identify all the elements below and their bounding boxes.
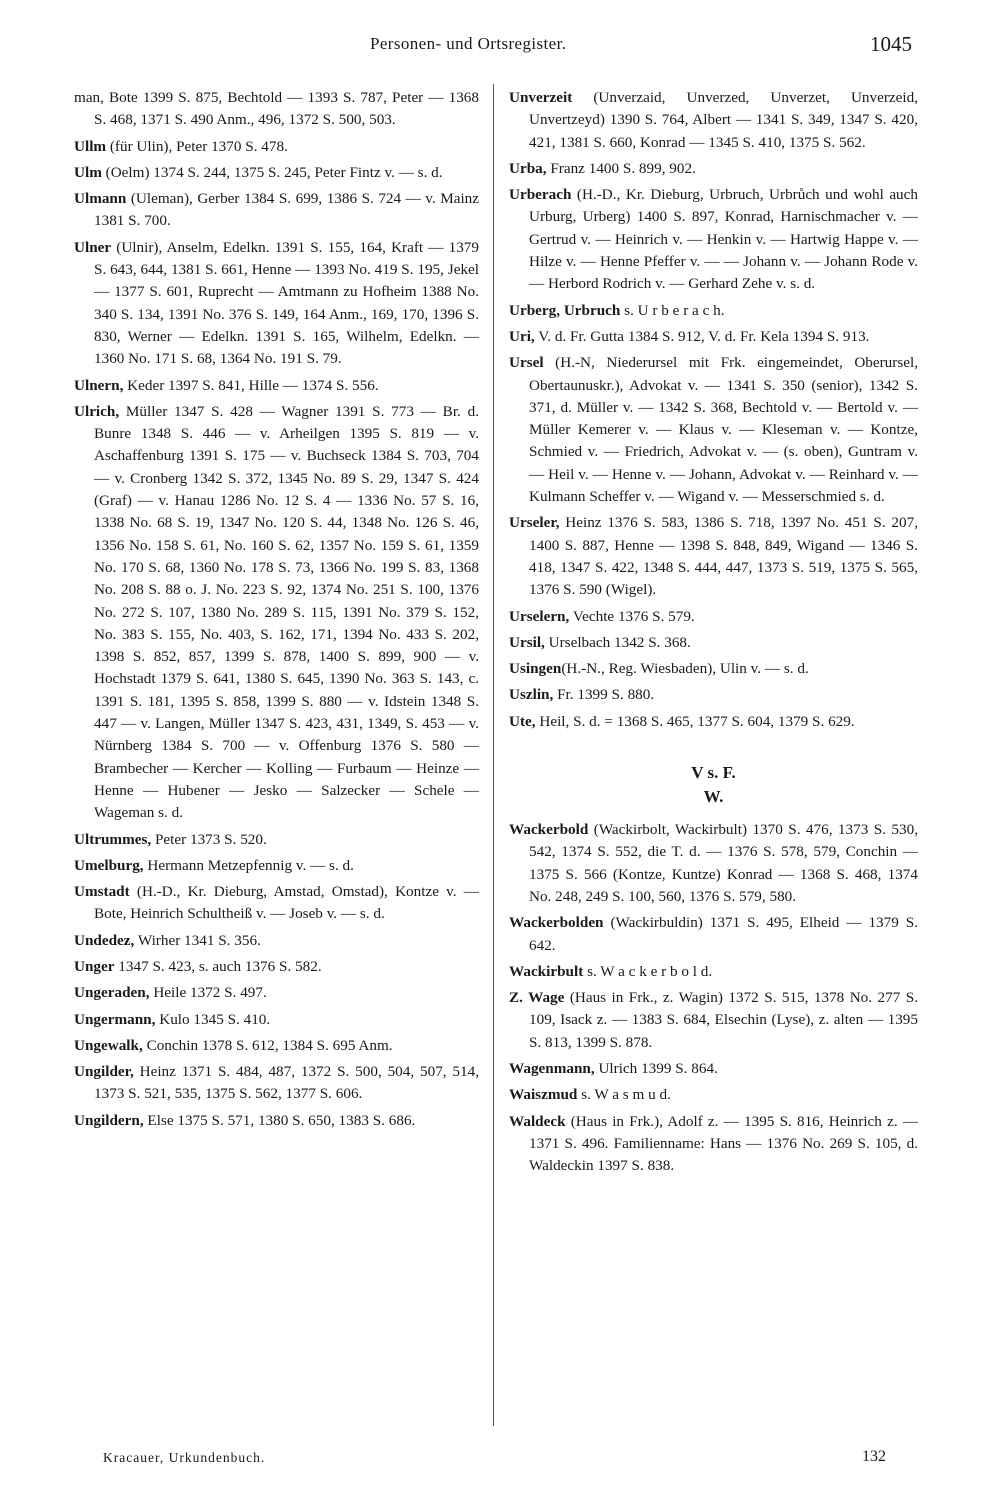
entry-text: s. U r b e r a c h.: [620, 301, 725, 319]
right-column: [509, 87, 918, 1181]
index-entry: [74, 881, 479, 926]
entry-text: Heile 1372 S. 497.: [149, 984, 267, 1002]
index-entry: [74, 930, 479, 952]
page-number: 1045: [870, 32, 912, 56]
entry-headword: Ultrummes,: [74, 830, 152, 848]
entry-text: (H.-D., Kr. Dieburg, Urbruch, Urbrůch und wohl auch Urburg, Urberg) 1400 S. 897, Konrad, Harnischmacher v. — Gertrud v. — Heinrich v. — Henkin v. — Hartwig Happe v. — Hilze v. — Henne Pfeffer v. — — Johann v. — Johann Rode v. — Herbord Rodrich v. — Gerhard Zehe v. s. d.: [529, 186, 918, 293]
entry-headword: Ursel: [509, 354, 544, 372]
index-entry: [74, 1110, 479, 1132]
index-entry: [74, 1035, 479, 1057]
entry-headword: Wackirbult: [509, 962, 584, 980]
entry-headword: Ulmann: [74, 190, 127, 208]
index-entry: [509, 1084, 918, 1106]
entry-text: Keder 1397 S. 841, Hille — 1374 S. 556.: [123, 376, 379, 394]
entry-text: Vechte 1376 S. 579.: [569, 607, 695, 625]
index-entry: [74, 401, 479, 825]
index-entry: [509, 658, 918, 680]
entry-headword: Ute,: [509, 712, 536, 730]
index-entry: [509, 987, 918, 1054]
index-entry: [74, 162, 479, 184]
entry-text: Else 1375 S. 571, 1380 S. 650, 1383 S. 686.: [143, 1111, 416, 1129]
index-entry: [509, 819, 918, 908]
index-entry: [74, 855, 479, 877]
index-entry: [74, 87, 479, 132]
column-divider: [493, 84, 494, 1426]
page-header: [0, 34, 1000, 64]
index-entry: [74, 1061, 479, 1106]
entry-headword: Urseler,: [509, 514, 560, 532]
entry-text: (Oelm) 1374 S. 244, 1375 S. 245, Peter Fintz v. — s. d.: [101, 163, 443, 181]
index-entry: [509, 326, 918, 348]
running-title: Personen- und Ortsregister.: [370, 34, 567, 53]
entry-headword: Undedez,: [74, 931, 135, 949]
entry-headword: Ulnern,: [74, 376, 124, 394]
index-entry: [74, 136, 479, 158]
entry-headword: Wackerbold: [509, 821, 589, 839]
entry-text: man, Bote 1399 S. 875, Bechtold — 1393 S. 787, Peter — 1368 S. 468, 1371 S. 490 Anm., 496, 1372 S. 500, 503.: [74, 89, 479, 129]
entry-headword: Umstadt: [74, 883, 130, 901]
index-entry: [509, 684, 918, 706]
entries-u: [509, 87, 918, 733]
index-entry: [509, 1111, 918, 1178]
index-entry: [509, 961, 918, 983]
entry-headword: Usingen: [509, 660, 562, 678]
section-heading-v: V s. F.: [691, 763, 736, 783]
index-entry: [509, 158, 918, 180]
entry-text: s. W a c k e r b o l d.: [583, 962, 713, 980]
entry-text: (Unverzaid, Unverzed, Unverzet, Unverzeid, Unvertzeyd) 1390 S. 764, Albert — 1341 S. 349, 1347 S. 420, 421, 1381 S. 660, Konrad — 1345 S. 410, 1375 S. 562.: [529, 89, 918, 151]
footer-source: Kracauer, Urkundenbuch.: [103, 1450, 266, 1465]
entry-text: (für Ulin), Peter 1370 S. 478.: [106, 137, 288, 155]
entry-headword: Urba,: [509, 159, 547, 177]
entry-headword: Urberg, Urbruch: [509, 301, 621, 319]
entry-text: Heinz 1371 S. 484, 487, 1372 S. 500, 504, 507, 514, 1373 S. 521, 535, 1375 S. 562, 1377 S. 606.: [94, 1063, 479, 1103]
index-entry: [509, 300, 918, 322]
index-entry: [74, 188, 479, 233]
index-entry: [509, 87, 918, 154]
entry-headword: Urberach: [509, 186, 572, 204]
entry-text: (Wackirbolt, Wackirbult) 1370 S. 476, 1373 S. 530, 542, 1374 S. 552, die T. d. — 1376 S. 578, 579, Conchin — 1375 S. 566 (Kontze, Kuntze) Konrad — 1368 S. 468, 1374 No. 248, 249 S. 100, 560, 1376 S. 579, 580.: [529, 821, 918, 905]
entry-headword: Umelburg,: [74, 856, 144, 874]
entry-text: Urselbach 1342 S. 368.: [544, 633, 691, 651]
entry-headword: Wagenmann,: [509, 1059, 595, 1077]
entry-headword: Waiszmud: [509, 1086, 578, 1104]
index-entry: [509, 512, 918, 601]
entry-headword: Waldeck: [509, 1112, 566, 1130]
entry-text: (Haus in Frk.), Adolf z. — 1395 S. 816, Heinrich z. — 1371 S. 496. Familienname: Hans — 1376 No. 269 S. 105, d. Waldeckin 1397 S. 838.: [529, 1112, 918, 1175]
index-entry: [509, 912, 918, 957]
entry-text: (Wackirbuldin) 1371 S. 495, Elheid — 1379 S. 642.: [529, 914, 918, 954]
index-entry: [509, 606, 918, 628]
entry-headword: Uri,: [509, 327, 535, 345]
index-entry: [74, 375, 479, 397]
index-entry: [74, 956, 479, 978]
signature-mark: 132: [862, 1448, 886, 1465]
entry-text: Kulo 1345 S. 410.: [155, 1010, 271, 1028]
index-entry: [74, 1009, 479, 1031]
entry-text: (Haus in Frk., z. Wagin) 1372 S. 515, 1378 No. 277 S. 109, Isack z. — 1383 S. 684, Elsechin (Lyse), z. alten — 1395 S. 813, 1399 S. 878.: [529, 989, 918, 1051]
entry-text: 1347 S. 423, s. auch 1376 S. 582.: [114, 957, 322, 975]
section-heading-w: W.: [703, 787, 724, 807]
entry-headword: Ursil,: [509, 633, 545, 651]
index-entry: [509, 711, 918, 733]
entry-headword: Ullm: [74, 137, 107, 155]
entry-headword: Ulm: [74, 163, 102, 181]
entry-text: Heil, S. d. = 1368 S. 465, 1377 S. 604, 1379 S. 629.: [535, 712, 855, 730]
entry-headword: Ungildern,: [74, 1111, 144, 1129]
left-column: [74, 87, 479, 1136]
entry-headword: Uszlin,: [509, 686, 554, 704]
entry-headword: Unger: [74, 957, 115, 975]
entry-headword: Ulrich,: [74, 402, 120, 420]
entry-text: Heinz 1376 S. 583, 1386 S. 718, 1397 No. 451 S. 207, 1400 S. 887, Henne — 1398 S. 848, 849, Wigand — 1346 S. 418, 1347 S. 422, 1348 S. 444, 447, 1373 S. 519, 1375 S. 565, 1376 S. 590 (Wigel).: [529, 514, 918, 599]
entry-text: (Ulnir), Anselm, Edelkn. 1391 S. 155, 164, Kraft — 1379 S. 643, 644, 1381 S. 661, Henne — 1393 No. 419 S. 195, Jekel — 1377 S. 601, Ruprecht — Amtmann zu Hofheim 1388 No. 340 S. 134, 1391 No. 376 S. 149, 164 Anm., 169, 170, 1396 S. 830, Werner — Edelkn. 1391 S. 165, Wilhelm, Edelkn. — 1360 No. 171 S. 68, 1364 No. 191 S. 79.: [94, 238, 479, 368]
entries-w: [509, 819, 918, 1177]
entry-text: Franz 1400 S. 899, 902.: [546, 159, 696, 177]
index-entry: [509, 352, 918, 508]
entry-text: (H.-D., Kr. Dieburg, Amstad, Omstad), Kontze v. — Bote, Heinrich Schultheiß v. — Joseb v. — s. d.: [94, 883, 479, 923]
entry-headword: Ulner: [74, 238, 112, 256]
entry-text: (H.-N., Reg. Wiesbaden), Ulin v. — s. d.: [561, 660, 809, 678]
entry-text: Hermann Metzepfennig v. — s. d.: [143, 856, 354, 874]
entry-headword: Ungeraden,: [74, 984, 150, 1002]
entry-headword: Unverzeit: [509, 89, 573, 106]
entry-headword: Ungermann,: [74, 1010, 156, 1028]
entry-headword: Ungewalk,: [74, 1036, 143, 1054]
entry-headword: Urselern,: [509, 607, 570, 625]
entry-text: Peter 1373 S. 520.: [151, 830, 267, 848]
entry-text: (Uleman), Gerber 1384 S. 699, 1386 S. 724 — v. Mainz 1381 S. 700.: [94, 190, 479, 230]
entry-headword: Ungilder,: [74, 1063, 134, 1081]
entry-headword: Wackerbolden: [509, 914, 604, 932]
index-entry: [74, 982, 479, 1004]
index-entry: [74, 829, 479, 851]
entry-text: Müller 1347 S. 428 — Wagner 1391 S. 773 — Br. d. Bunre 1348 S. 446 — v. Arheilgen 1395 S. 819 — v. Aschaffenburg 1391 S. 175 — v. Buchseck 1384 S. 703, 704 — v. Cronberg 1342 S. 372, 1345 No. 89 S. 29, 1347 S. 424 (Graf) — v. Hanau 1286 No. 12 S. 4 — 1336 No. 57 S. 16, 1338 No. 68 S. 19, 1347 No. 120 S. 44, 1348 No. 126 S. 46, 1356 No. 158 S. 61, No. 160 S. 62, 1357 No. 159 S. 61, 1359 No. 170 S. 68, 1360 No. 178 S. 73, 1366 No. 199 S. 83, 1368 No. 208 S. 88 o. J. No. 223 S. 92, 1374 No. 251 S. 100, 1376 No. 272 S. 107, 1380 No. 289 S. 115, 1391 No. 379 S. 152, No. 383 S. 155, No. 403, S. 162, 171, 1394 No. 433 S. 202, 1398 S. 852, 857, 1399 S. 878, 1400 S. 899, 900 — v. Hochstadt 1379 S. 641, 1380 S. 645, 1390 No. 363 S. 143, c. 1391 S. 181, 1395 S. 858, 1399 S. 880 — v. Idstein 1348 S. 447 — v. Langen, Müller 1347 S. 423, 431, 1349, S. 453 — v. Nürnberg 1384 S. 700 — v. Offenburg 1376 S. 580 — Brambecher — Kercher — Kolling — Furbaum — Heinze — Henne — Hubener — Jesko — Salzecker — Schele — Wageman s. d.: [94, 402, 479, 822]
entry-headword: Z. Wage: [509, 989, 565, 1007]
entry-text: Fr. 1399 S. 880.: [553, 686, 655, 704]
entry-text: Ulrich 1399 S. 864.: [594, 1059, 718, 1077]
index-entry: [509, 1058, 918, 1080]
index-entry: [509, 184, 918, 295]
entry-text: Conchin 1378 S. 612, 1384 S. 695 Anm.: [142, 1036, 393, 1054]
entry-text: s. W a s m u d.: [577, 1086, 671, 1104]
entry-text: Wirher 1341 S. 356.: [134, 931, 261, 949]
entry-text: V. d. Fr. Gutta 1384 S. 912, V. d. Fr. Kela 1394 S. 913.: [534, 327, 870, 345]
entry-text: (H.-N, Niederursel mit Frk. eingemeindet, Oberursel, Obertaunuskr.), Advokat v. — 1341 S. 350 (senior), 1342 S. 371, d. Müller v. — 1342 S. 368, Bechtold v. — Bertold v. — Müller Kemerer v. — Klaus v. — Kleseman v. — Kontze, Schmied v. — Friedrich, Advokat v. — (s. oben), Guntram v. — Heil v. — Henne v. — Johann, Advokat v. — Reinhard v. — Kulmann Scheffer v. — Wigand v. — Messerschmied s. d.: [529, 354, 918, 506]
index-entry: [509, 632, 918, 654]
index-entry: [74, 237, 479, 371]
